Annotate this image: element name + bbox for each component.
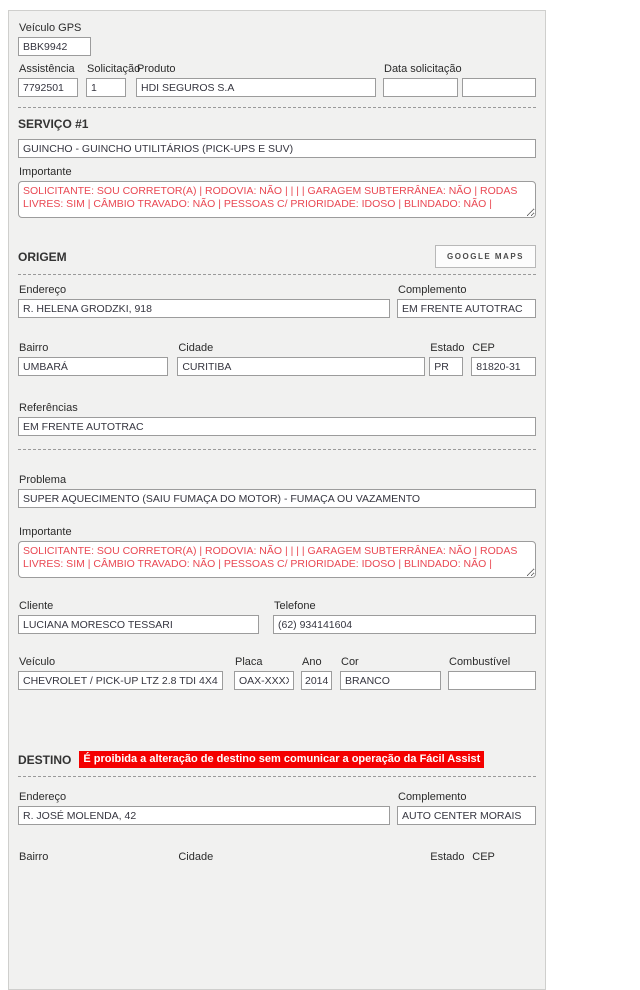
divider	[18, 776, 536, 777]
solicitacao-input[interactable]	[86, 78, 126, 97]
ano-field	[301, 656, 332, 690]
ano-label: Ano	[302, 656, 322, 668]
produto-input[interactable]	[136, 78, 376, 97]
service-order-panel	[8, 10, 546, 990]
veiculo-row	[18, 656, 536, 690]
combustivel-input[interactable]	[448, 671, 536, 690]
origem-bairro-field	[18, 342, 168, 376]
placa-label: Placa	[235, 656, 263, 668]
produto-field	[136, 63, 376, 97]
destino-complemento-input[interactable]	[397, 806, 536, 825]
veiculo-gps-input[interactable]	[18, 37, 91, 56]
destino-warning-badge: É proibida a alteração de destino sem comunicar a operação da Fácil Assist	[79, 751, 484, 768]
placa-input[interactable]	[234, 671, 294, 690]
placa-field	[234, 656, 294, 690]
assistencia-field	[18, 63, 78, 97]
destino-cep-field	[471, 851, 536, 866]
google-maps-button[interactable]: GOOGLE MAPS	[435, 245, 536, 268]
divider	[18, 107, 536, 108]
veiculo-field	[18, 656, 223, 690]
data-solicitacao-label: Data solicitação	[384, 63, 462, 75]
produto-label: Produto	[137, 63, 176, 75]
origem-endereco-label: Endereço	[19, 284, 67, 296]
origem-section-title: ORIGEM	[18, 249, 67, 264]
telefone-label: Telefone	[274, 600, 316, 612]
ano-input[interactable]	[301, 671, 332, 690]
origem-importante-label: Importante	[19, 526, 72, 538]
combustivel-field	[448, 656, 536, 690]
origem-estado-label: Estado	[430, 342, 465, 354]
cliente-input[interactable]	[18, 615, 259, 634]
telefone-input[interactable]	[273, 615, 536, 634]
origem-referencias-field	[18, 402, 536, 436]
origem-problema-field	[18, 474, 536, 508]
assistencia-label: Assistência	[19, 63, 75, 75]
origem-cidade-input[interactable]	[177, 357, 425, 376]
cliente-label: Cliente	[19, 600, 54, 612]
destino-complemento-field	[397, 791, 536, 825]
origem-cidade-field	[177, 342, 425, 376]
data-solicitacao-date-input[interactable]	[383, 78, 458, 97]
origem-complemento-label: Complemento	[398, 284, 467, 296]
servico-importante-textarea[interactable]	[18, 181, 536, 218]
divider	[18, 274, 536, 275]
destino-cidade-label: Cidade	[178, 851, 214, 863]
cliente-field	[18, 600, 259, 634]
origem-cidade-label: Cidade	[178, 342, 214, 354]
destino-bairro-label: Bairro	[19, 851, 49, 863]
origem-endereco-row	[18, 284, 536, 318]
origem-header	[18, 245, 536, 268]
origem-referencias-label: Referências	[19, 402, 78, 414]
destino-bairro-field	[18, 851, 168, 866]
cliente-row	[18, 600, 536, 634]
destino-endereco-input[interactable]	[18, 806, 390, 825]
servico-importante-label: Importante	[19, 166, 72, 178]
origem-problema-input[interactable]	[18, 489, 536, 508]
data-solicitacao-time-input[interactable]	[462, 78, 536, 97]
destino-endereco-label: Endereço	[19, 791, 67, 803]
destino-section-title: DESTINO	[18, 752, 72, 767]
destino-endereco-field	[18, 791, 390, 825]
origem-complemento-field	[397, 284, 536, 318]
origem-importante-textarea[interactable]	[18, 541, 536, 578]
destino-header	[18, 751, 536, 768]
destino-bairro-row	[18, 851, 536, 866]
telefone-field	[273, 600, 536, 634]
origem-bairro-row	[18, 342, 536, 376]
servico-section-title: SERVIÇO #1	[18, 117, 89, 131]
origem-cep-input[interactable]	[471, 357, 536, 376]
divider	[18, 449, 536, 450]
origem-referencias-input[interactable]	[18, 417, 536, 436]
destino-endereco-row	[18, 791, 536, 825]
header-fields-row	[18, 63, 536, 97]
veiculo-label: Veículo	[19, 656, 56, 668]
destino-complemento-label: Complemento	[398, 791, 467, 803]
destino-estado-field	[429, 851, 463, 866]
destino-cep-label: CEP	[472, 851, 495, 863]
origem-endereco-field	[18, 284, 390, 318]
destino-estado-label: Estado	[430, 851, 465, 863]
origem-problema-label: Problema	[19, 474, 67, 486]
origem-cep-label: CEP	[472, 342, 495, 354]
assistencia-input[interactable]	[18, 78, 78, 97]
veiculo-input[interactable]	[18, 671, 223, 690]
cor-label: Cor	[341, 656, 359, 668]
origem-bairro-input[interactable]	[18, 357, 168, 376]
destino-cidade-field	[177, 851, 425, 866]
cor-input[interactable]	[340, 671, 441, 690]
origem-endereco-input[interactable]	[18, 299, 390, 318]
veiculo-gps-label: Veículo GPS	[19, 22, 82, 34]
origem-bairro-label: Bairro	[19, 342, 49, 354]
origem-cep-field	[471, 342, 536, 376]
data-solicitacao-field	[383, 63, 536, 97]
veiculo-gps-field	[18, 22, 91, 56]
solicitacao-field	[86, 63, 141, 97]
origem-estado-input[interactable]	[429, 357, 463, 376]
combustivel-label: Combustível	[449, 656, 511, 668]
servico-input[interactable]	[18, 139, 536, 158]
origem-estado-field	[429, 342, 463, 376]
cor-field	[340, 656, 441, 690]
origem-complemento-input[interactable]	[397, 299, 536, 318]
solicitacao-label: Solicitação	[87, 63, 141, 75]
